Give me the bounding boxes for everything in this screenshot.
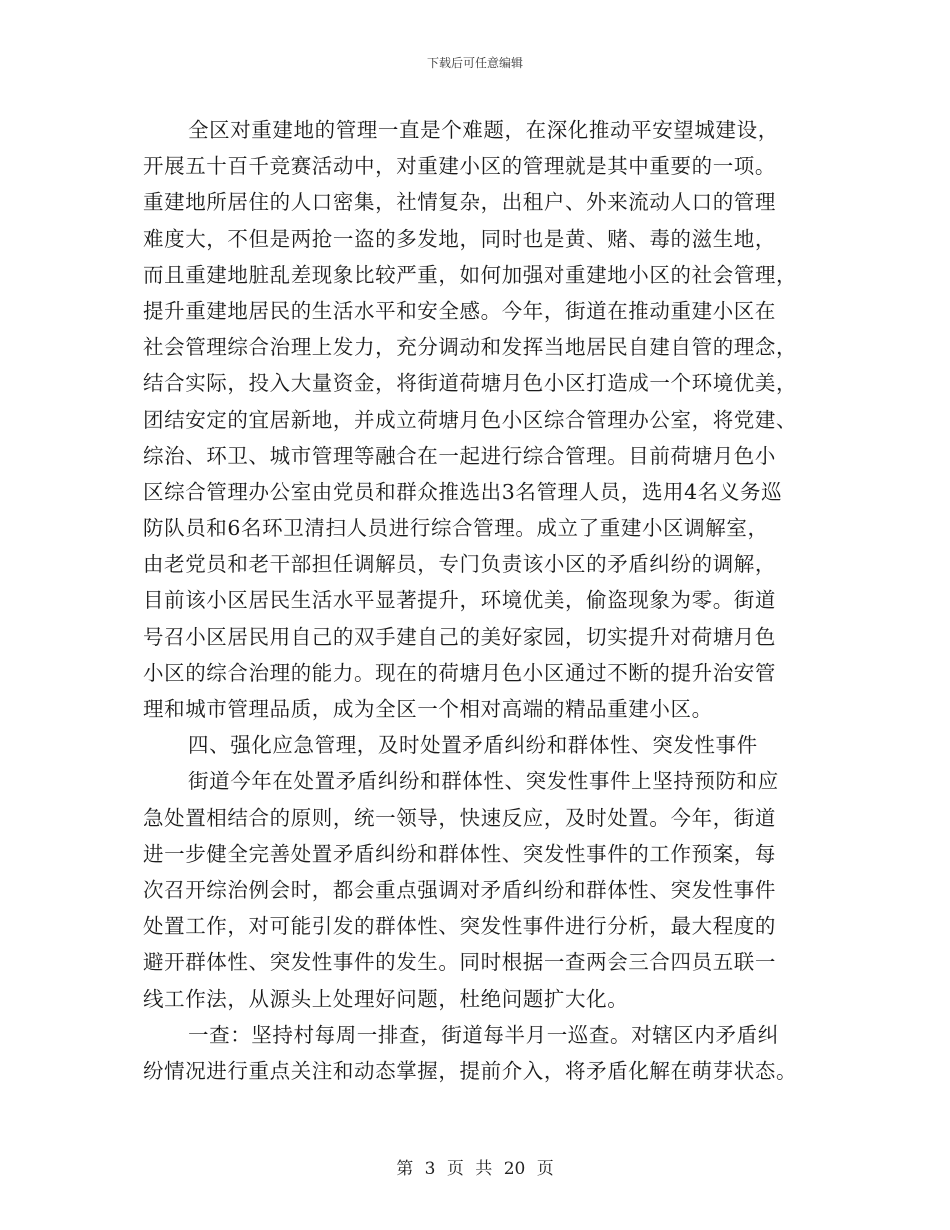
- text-line: 防队员和6名环卫清扫人员进行综合管理。成立了重建小区调解室，: [143, 516, 769, 541]
- text-line: 急处置相结合的原则，统一领导，快速反应，及时处置。今年，街道: [143, 805, 776, 830]
- text-line: 四、强化应急管理，及时处置矛盾纠纷和群体性、突发性事件: [188, 733, 758, 758]
- text-line: 团结安定的宜居新地，并成立荷塘月色小区综合管理办公室，将党建、: [143, 407, 798, 432]
- text-line: 纷情况进行重点关注和动态掌握，提前介入，将矛盾化解在萌芽状态。: [143, 1058, 798, 1083]
- text-line: 难度大，不但是两抢一盗的多发地，同时也是黄、赌、毒的滋生地，: [143, 226, 776, 251]
- text-line: 处置工作，对可能引发的群体性、突发性事件进行分析，最大程度的: [143, 914, 776, 939]
- text-line: 进一步健全完善处置矛盾纠纷和群体性、突发性事件的工作预案，每: [143, 841, 776, 866]
- text-line: 而且重建地脏乱差现象比较严重，如何加强对重建地小区的社会管理，: [143, 262, 798, 287]
- text-line: 综治、环卫、城市管理等融合在一起进行综合管理。目前荷塘月色小: [143, 443, 776, 468]
- text-line: 目前该小区居民生活水平显著提升，环境优美，偷盗现象为零。街道: [143, 588, 776, 613]
- text-line: 次召开综治例会时，都会重点强调对矛盾纠纷和群体性、突发性事件: [143, 877, 776, 902]
- text-line: 避开群体性、突发性事件的发生。同时根据一查两会三合四员五联一: [143, 950, 776, 975]
- text-line: 社会管理综合治理上发力，充分调动和发挥当地居民自建自管的理念，: [143, 335, 798, 360]
- text-line: 线工作法，从源头上处理好问题，杜绝问题扩大化。: [143, 986, 629, 1011]
- text-line: 区综合管理办公室由党员和群众推选出3名管理人员，选用4名义务巡: [143, 479, 783, 504]
- text-line: 小区的综合治理的能力。现在的荷塘月色小区通过不断的提升治安管: [143, 660, 776, 685]
- text-line: 提升重建地居民的生活水平和安全感。今年，街道在推动重建小区在: [143, 298, 776, 323]
- text-line: 号召小区居民用自己的双手建自己的美好家园，切实提升对荷塘月色: [143, 624, 776, 649]
- page-header: 下载后可任意编辑: [426, 56, 523, 70]
- text-line: 一查：坚持村每周一排查，街道每半月一巡查。对辖区内矛盾纠: [188, 1022, 779, 1047]
- text-line: 全区对重建地的管理一直是个难题，在深化推动平安望城建设，: [188, 118, 779, 142]
- text-line: 开展五十百千竞赛活动中，对重建小区的管理就是其中重要的一项。: [143, 154, 776, 179]
- page-number-footer: 第 3 页 共 20 页: [396, 1159, 554, 1179]
- text-line: 街道今年在处置矛盾纠纷和群体性、突发性事件上坚持预防和应: [188, 769, 779, 794]
- text-line: 重建地所居住的人口密集，社情复杂，出租户、外来流动人口的管理: [143, 190, 776, 215]
- text-line: 结合实际，投入大量资金，将街道荷塘月色小区打造成一个环境优美，: [143, 371, 798, 396]
- text-line: 由老党员和老干部担任调解员，专门负责该小区的矛盾纠纷的调解，: [143, 552, 776, 577]
- text-line: 理和城市管理品质，成为全区一个相对高端的精品重建小区。: [143, 697, 713, 721]
- document-body: [143, 112, 813, 1089]
